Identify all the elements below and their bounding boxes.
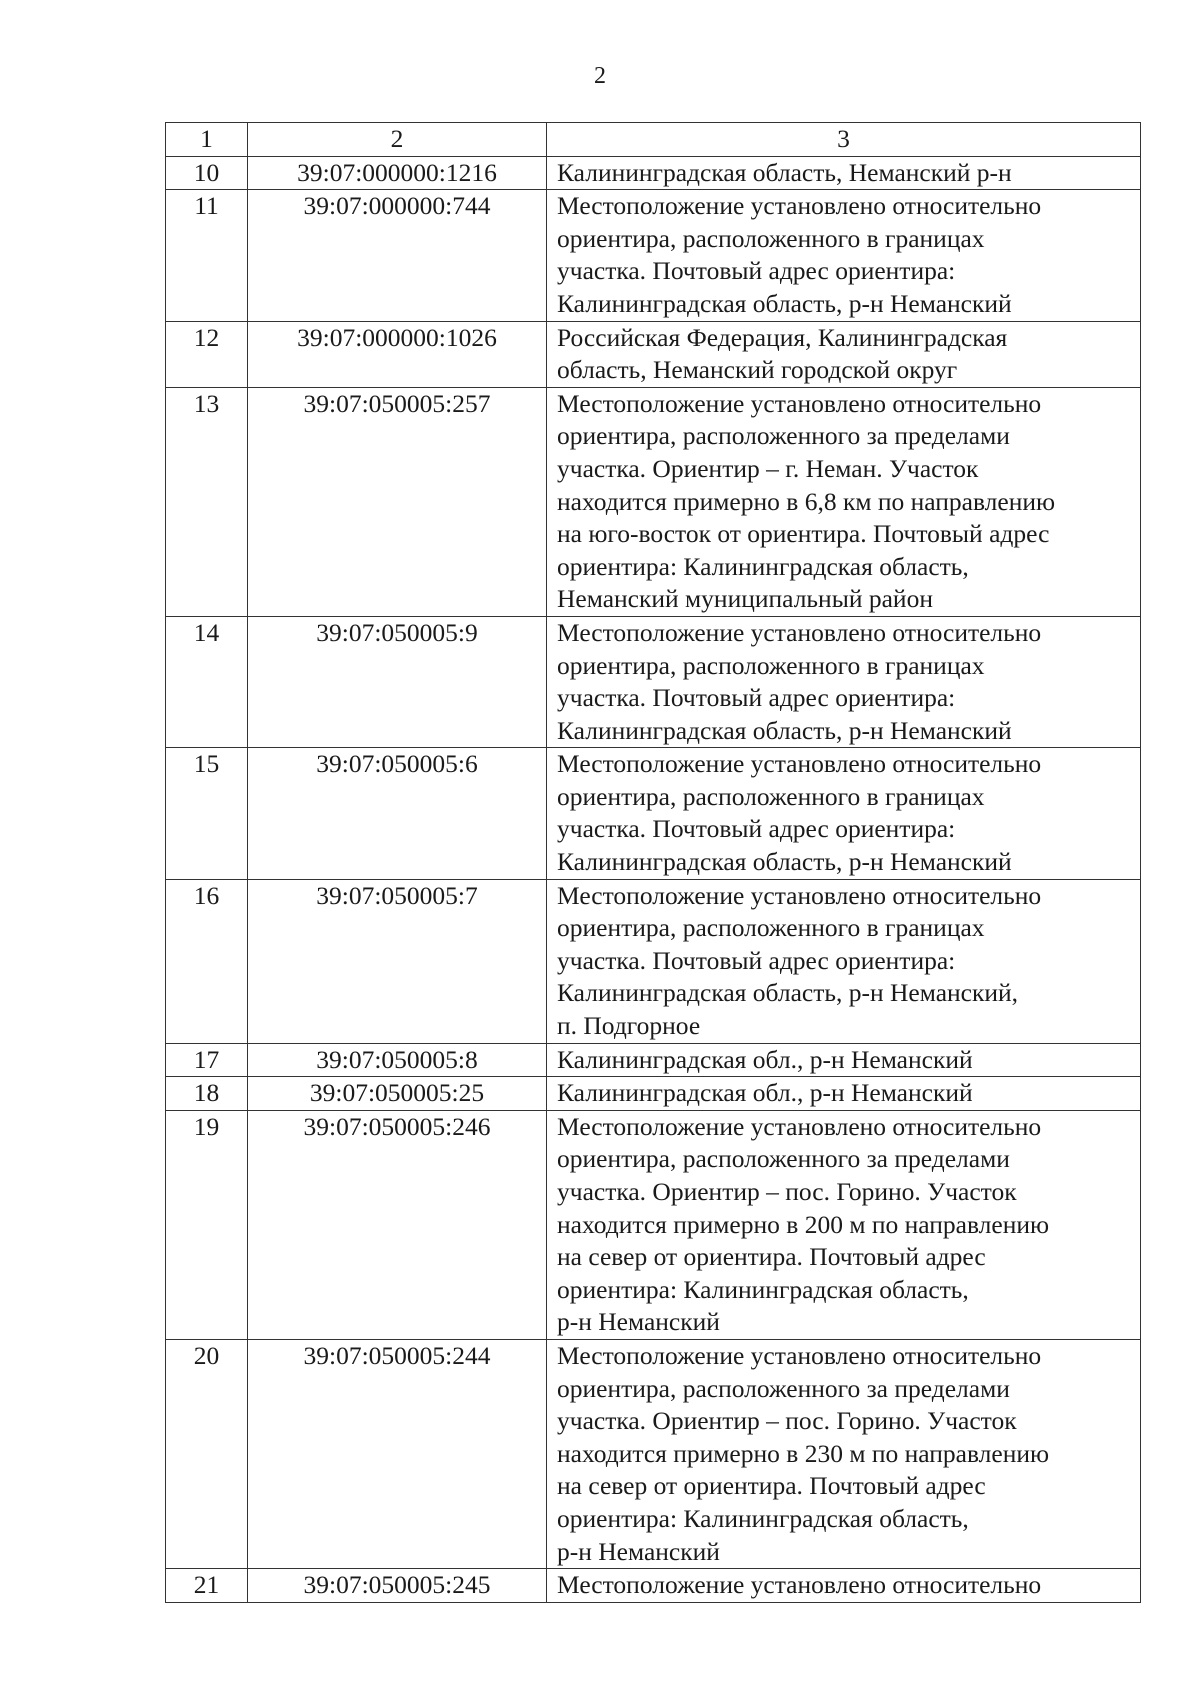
cadastral-number-cell: 39:07:050005:9: [248, 616, 547, 747]
address-cell: Калининградская обл., р-н Неманский: [547, 1077, 1141, 1111]
row-number-cell: 17: [166, 1043, 248, 1077]
cadastral-number-cell: 39:07:000000:1216: [248, 156, 547, 190]
cadastral-number-cell: 39:07:050005:7: [248, 879, 547, 1043]
cadastral-number-cell: 39:07:050005:246: [248, 1110, 547, 1339]
cadastral-number-cell: 39:07:050005:257: [248, 387, 547, 616]
address-cell: Местоположение установлено относительно ориентира, расположенного в границах участка. Почтовый адрес ориентира: Калининградская область, р-н Неманский: [547, 190, 1141, 321]
header-cell-number: 1: [166, 123, 248, 157]
table-body: [166, 123, 1141, 1603]
page-number: 2: [594, 63, 606, 89]
cadastral-number-cell: 39:07:050005:244: [248, 1339, 547, 1568]
table-row: [166, 190, 1141, 321]
row-number-cell: 18: [166, 1077, 248, 1111]
address-cell: Калининградская область, Неманский р-н: [547, 156, 1141, 190]
row-number-cell: 19: [166, 1110, 248, 1339]
cadastral-number-cell: 39:07:050005:25: [248, 1077, 547, 1111]
address-cell: Местоположение установлено относительно ориентира, расположенного за пределами участка. Ориентир – г. Неман. Участок находится примерно в 6,8 км по направлению на юго-восток от ориентира. Почтовый адрес ориентира: Калининградская область, Неманский муниципальный район: [547, 387, 1141, 616]
address-cell: Местоположение установлено относительно ориентира, расположенного в границах участка. Почтовый адрес ориентира: Калининградская область, р-н Неманский: [547, 748, 1141, 879]
address-cell: Местоположение установлено относительно ориентира, расположенного в границах участка. Почтовый адрес ориентира: Калининградская область, р-н Неманский, п. Подгорное: [547, 879, 1141, 1043]
row-number-cell: 10: [166, 156, 248, 190]
row-number-cell: 16: [166, 879, 248, 1043]
header-cell-address: 3: [547, 123, 1141, 157]
table-header-row: [166, 123, 1141, 157]
row-number-cell: 14: [166, 616, 248, 747]
table-row: [166, 1569, 1141, 1603]
table-row: [166, 321, 1141, 387]
address-cell: Местоположение установлено относительно ориентира, расположенного за пределами участка. Ориентир – пос. Горино. Участок находится примерно в 200 м по направлению на север от ориентира. Почтовый адрес ориентира: Калининградская область, р-н Неманский: [547, 1110, 1141, 1339]
table-row: [166, 1077, 1141, 1111]
row-number-cell: 15: [166, 748, 248, 879]
table-row: [166, 387, 1141, 616]
table-row: [166, 748, 1141, 879]
row-number-cell: 20: [166, 1339, 248, 1568]
cadastral-number-cell: 39:07:050005:6: [248, 748, 547, 879]
table-row: [166, 156, 1141, 190]
cadastral-number-cell: 39:07:000000:744: [248, 190, 547, 321]
cadastral-number-cell: 39:07:050005:8: [248, 1043, 547, 1077]
address-cell: Калининградская обл., р-н Неманский: [547, 1043, 1141, 1077]
address-cell: Российская Федерация, Калининградская область, Неманский городской округ: [547, 321, 1141, 387]
address-cell: Местоположение установлено относительно ориентира, расположенного за пределами участка. Ориентир – пос. Горино. Участок находится примерно в 230 м по направлению на север от ориентира. Почтовый адрес ориентира: Калининградская область, р-н Неманский: [547, 1339, 1141, 1568]
table-row: [166, 1043, 1141, 1077]
header-cell-cadastral: 2: [248, 123, 547, 157]
address-cell: Местоположение установлено относительно: [547, 1569, 1141, 1603]
cadastral-number-cell: 39:07:050005:245: [248, 1569, 547, 1603]
table-row: [166, 1110, 1141, 1339]
row-number-cell: 21: [166, 1569, 248, 1603]
cadastral-number-cell: 39:07:000000:1026: [248, 321, 547, 387]
table-row: [166, 616, 1141, 747]
row-number-cell: 13: [166, 387, 248, 616]
row-number-cell: 11: [166, 190, 248, 321]
table-row: [166, 1339, 1141, 1568]
row-number-cell: 12: [166, 321, 248, 387]
address-cell: Местоположение установлено относительно ориентира, расположенного в границах участка. Почтовый адрес ориентира: Калининградская область, р-н Неманский: [547, 616, 1141, 747]
table-row: [166, 879, 1141, 1043]
land-plots-table: [165, 122, 1141, 1603]
